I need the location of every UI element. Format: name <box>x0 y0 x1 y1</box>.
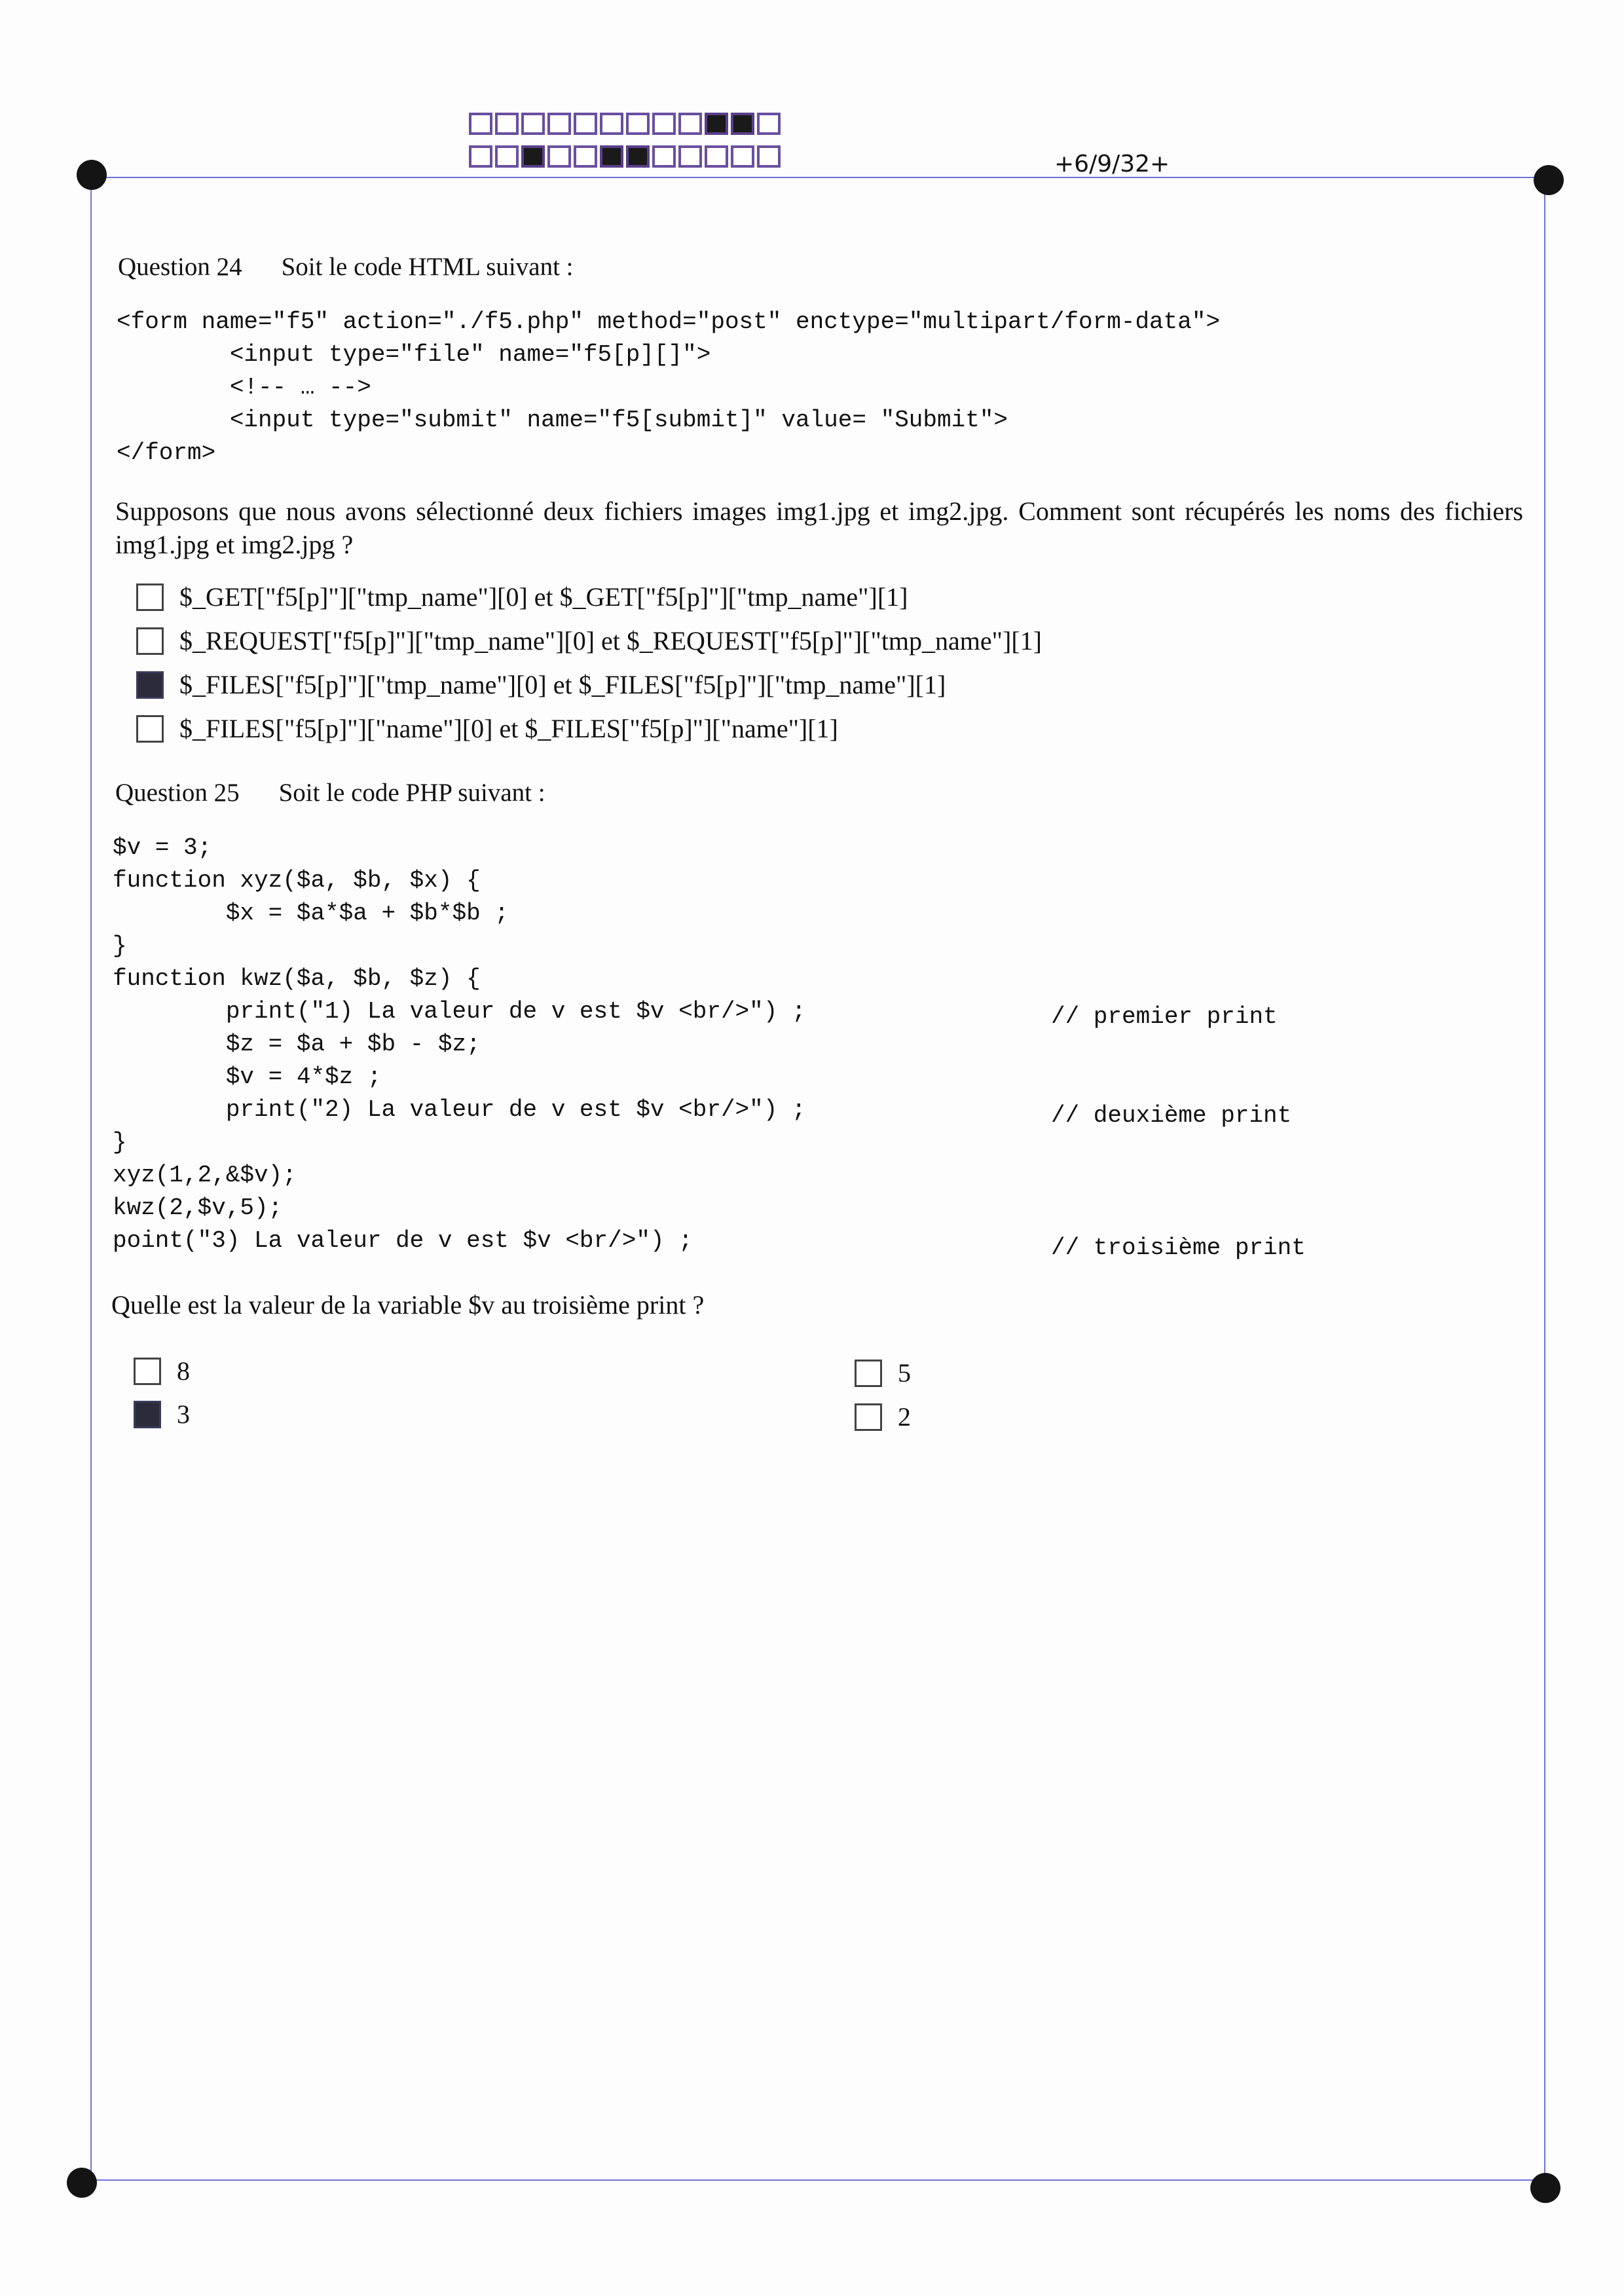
id-box-empty <box>495 145 519 168</box>
question-24-label: Question 24 <box>118 253 242 281</box>
question-25-code: $v = 3; function xyz($a, $b, $x) { $x = $a*$a + $b*$b ; } function kwz($a, $b, $z) { print("1) La valeur de v est $v <br/>") ; $z = $a + $b - $z; $v = 4*$z ; print("2) La valeur de v est $v <br/>") ; } xyz(1,2,&$v); kwz(2,$v,5); point("3) La valeur de v est $v <br/>") ; <box>113 834 806 1254</box>
frame-right-line <box>1544 182 1545 2181</box>
checkbox[interactable] <box>136 715 164 743</box>
checkbox[interactable] <box>136 627 164 655</box>
question-25-label: Question 25 <box>115 779 240 807</box>
answer-label: 3 <box>177 1399 190 1429</box>
id-box-empty <box>547 113 571 135</box>
q24-answer-3[interactable] <box>136 669 946 700</box>
question-24-header <box>118 252 574 282</box>
frame-top-line <box>92 177 1549 178</box>
comment-troisieme-print: // troisième print <box>1051 1234 1306 1261</box>
id-box-empty <box>731 145 754 168</box>
id-box-filled <box>521 145 545 168</box>
comment-deuxieme-print: // deuxième print <box>1051 1102 1292 1129</box>
id-box-filled <box>600 145 623 168</box>
q25-answer-2[interactable] <box>855 1401 911 1432</box>
id-box-empty <box>495 113 519 135</box>
id-boxes-row-2 <box>469 145 783 168</box>
id-box-filled <box>705 113 728 135</box>
id-box-empty <box>757 113 781 135</box>
id-box-empty <box>678 113 702 135</box>
corner-mark-bottom-right <box>1530 2173 1560 2203</box>
answer-label: 8 <box>177 1356 190 1386</box>
question-24-prompt: Soit le code HTML suivant : <box>281 253 574 281</box>
id-box-empty <box>574 145 597 168</box>
checkbox-checked[interactable] <box>136 671 164 699</box>
question-25-text: Quelle est la valeur de la variable $v au troisième print ? <box>111 1290 705 1320</box>
id-box-empty <box>652 145 676 168</box>
checkbox[interactable] <box>855 1403 882 1431</box>
corner-mark-bottom-left <box>67 2168 97 2198</box>
answer-label: $_FILES["f5[p]"]["name"][0] et $_FILES["f5[p]"]["name"][1] <box>179 714 838 743</box>
id-box-empty <box>574 113 597 135</box>
corner-mark-top-left <box>77 160 107 190</box>
id-box-filled <box>731 113 754 135</box>
question-24-text: Supposons que nous avons sélectionné deux fichiers images img1.jpg et img2.jpg. Comment sont récupérés les noms des fichiers img1.jpg et img2.jpg ? <box>115 496 1523 559</box>
q25-answer-8[interactable] <box>134 1356 190 1386</box>
checkbox-checked[interactable] <box>134 1401 161 1428</box>
checkbox[interactable] <box>134 1358 161 1385</box>
q24-answer-1[interactable] <box>136 582 908 612</box>
answer-label: $_REQUEST["f5[p]"]["tmp_name"][0] et $_REQUEST["f5[p]"]["tmp_name"][1] <box>179 626 1042 656</box>
answer-label: $_GET["f5[p]"]["tmp_name"][0] et $_GET["f5[p]"]["tmp_name"][1] <box>179 582 908 612</box>
checkbox[interactable] <box>136 583 164 611</box>
q25-answer-3[interactable] <box>134 1399 190 1430</box>
q24-answer-4[interactable] <box>136 713 838 744</box>
question-25-header <box>115 778 545 807</box>
question-24-code: <form name="f5" action="./f5.php" method="post" enctype="multipart/form-data"> <input type="file" name="f5[p][]"> <!-- … --> <input type="submit" name="f5[submit]" value= "Submit"> </form> <box>117 308 1221 466</box>
frame-bottom-line <box>82 2179 1545 2181</box>
id-box-empty <box>626 113 650 135</box>
checkbox[interactable] <box>855 1360 882 1387</box>
q24-answer-2[interactable] <box>136 625 1042 656</box>
id-box-empty <box>678 145 702 168</box>
answer-label: 5 <box>898 1358 911 1388</box>
id-box-empty <box>600 113 623 135</box>
id-box-filled <box>626 145 650 168</box>
page-id: +6/9/32+ <box>1054 151 1170 177</box>
comment-premier-print: // premier print <box>1051 1003 1278 1030</box>
id-box-empty <box>652 113 676 135</box>
corner-mark-top-right <box>1534 165 1564 195</box>
id-boxes-row-1 <box>469 113 783 135</box>
id-box-empty <box>469 113 492 135</box>
id-box-empty <box>521 113 545 135</box>
frame-left-line <box>90 177 92 2181</box>
question-25-prompt: Soit le code PHP suivant : <box>278 779 545 807</box>
q25-answer-5[interactable] <box>855 1358 911 1388</box>
id-box-empty <box>469 145 492 168</box>
id-box-empty <box>547 145 571 168</box>
id-box-empty <box>757 145 781 168</box>
id-box-empty <box>705 145 728 168</box>
answer-label: $_FILES["f5[p]"]["tmp_name"][0] et $_FILES["f5[p]"]["tmp_name"][1] <box>179 670 946 699</box>
answer-label: 2 <box>898 1402 911 1432</box>
